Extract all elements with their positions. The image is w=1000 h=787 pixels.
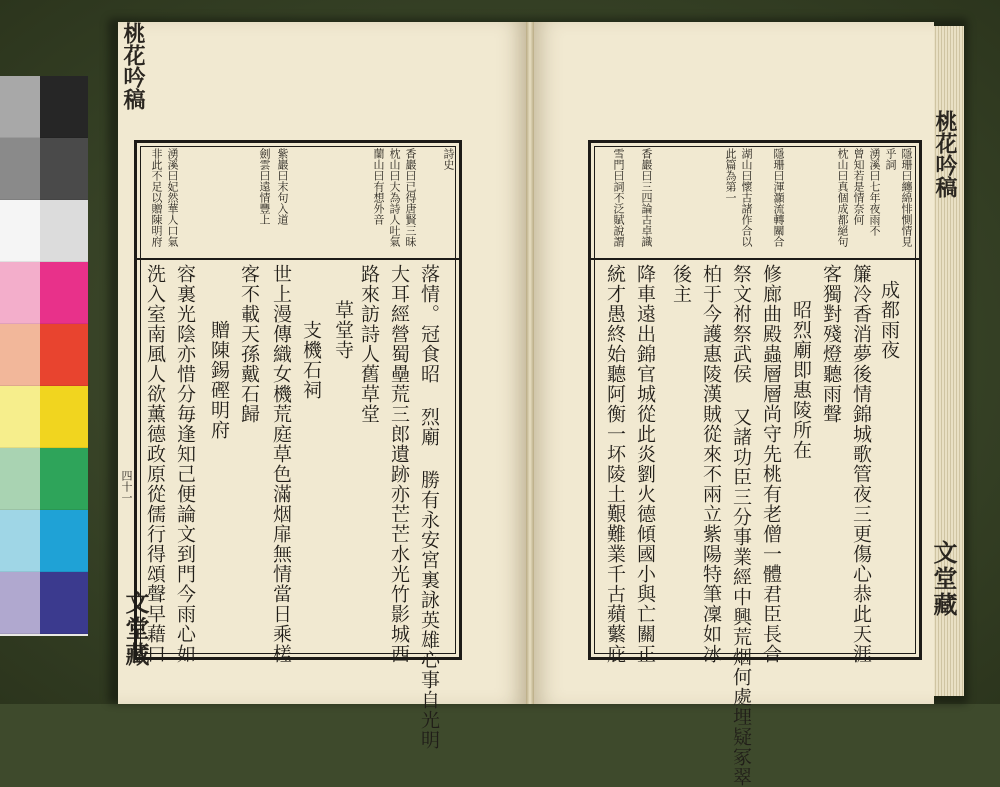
right-note: 湖山曰懷古諸作合以 — [740, 148, 753, 247]
left-column: 客不載天孫戴石歸 — [238, 264, 260, 424]
color-swatch — [40, 572, 88, 634]
color-swatch — [0, 386, 40, 448]
left-bottom-stamp: 文堂藏 — [121, 590, 150, 668]
right-note: 乎詞 — [884, 148, 897, 170]
color-swatch — [40, 386, 88, 448]
color-swatch — [0, 262, 40, 324]
right-note: 隱珊曰纏綿悱惻情見 — [900, 148, 913, 247]
right-column: 祭文祔祭武侯 又諸功臣三分事業經中興荒烟何處埋疑冢翠 — [730, 264, 752, 787]
color-calibration-card — [0, 76, 88, 636]
left-margin-title: 桃花吟稿 — [120, 22, 146, 110]
right-column-heading: 昭烈廟即惠陵所在 — [790, 300, 812, 460]
color-swatch — [0, 510, 40, 572]
right-column: 客獨對殘燈聽雨聲 — [820, 264, 842, 424]
right-column: 柏于今護惠陵漢賊從來不兩立紫陽特筆凜如冰 — [700, 264, 722, 664]
left-note: 詩史 — [442, 148, 455, 170]
left-note: 香巖曰已得唐賢三昧 — [404, 148, 417, 247]
right-column: 簾冷香消夢後情錦城歌管夜三更傷心恭此天涯 — [850, 264, 872, 664]
color-swatch — [40, 262, 88, 324]
color-swatch — [0, 572, 40, 634]
left-column: 世上漫傳織女機荒庭草色滿烟扉無情當日乘槎 — [270, 264, 292, 664]
right-note: 湧溪曰七年夜雨不 — [868, 148, 881, 236]
left-column-heading: 贈陳錫䃘明府 — [208, 320, 230, 440]
right-note: 雪門曰詞不泛賦說謂 — [612, 148, 625, 247]
right-note: 香巖曰三四論古卓識 — [640, 148, 653, 247]
right-note: 枕山曰真個成都絕句 — [836, 148, 849, 247]
right-column: 統才愚終始聽阿衡一坏陵土艱難業千古蘋蘩庇 — [604, 264, 626, 664]
color-swatch — [0, 448, 40, 510]
right-note: 曾知若是情奈何 — [852, 148, 865, 225]
left-folio: 四十一 — [120, 470, 133, 503]
left-note: 枕山曰大為詩人吐氣 — [388, 148, 401, 247]
left-column: 容裏光陰亦惜分毎逢知己便論文到門今雨心如 — [174, 264, 196, 664]
left-column: 落情。冠食昭 烈廟 勝有永安宮裏詠英雄心事自光明 — [418, 264, 440, 750]
left-note: 劍雲曰遠情豐上 — [258, 148, 271, 225]
left-note: 湧溪曰妃然華人口氣 — [166, 148, 179, 247]
color-swatch — [0, 200, 40, 262]
color-swatch — [0, 76, 40, 138]
book-gutter — [526, 22, 534, 704]
color-swatch — [40, 200, 88, 262]
color-swatch — [40, 76, 88, 138]
left-note: 非此不足以贈陳明府 — [150, 148, 163, 247]
left-column: 大耳經營蜀壘荒三郎遺跡亦芒芒水光竹影城西 — [388, 264, 410, 664]
right-column: 修廊曲殿蟲層層尚守先桃有老僧一體君臣長合 — [760, 264, 782, 664]
color-swatch — [40, 510, 88, 572]
right-column: 降車遠出錦官城從此炎劉火德傾國小與亡關正 — [634, 264, 656, 664]
right-column-heading: 後主 — [670, 264, 692, 304]
left-header-divider — [134, 258, 462, 260]
left-note: 紫巖曰末句入道 — [276, 148, 289, 225]
left-column: 洗入室南風人欲薰德政原從儒行得頌聲早藉口 — [144, 264, 166, 664]
color-swatch — [0, 138, 40, 200]
right-note: 此篇為第一 — [724, 148, 737, 203]
left-column: 路來訪詩人舊草堂 — [358, 264, 380, 424]
color-swatch — [40, 138, 88, 200]
right-column-heading: 成都雨夜 — [878, 280, 900, 360]
left-column-heading: 支機石祠 — [300, 320, 322, 400]
right-bottom-stamp: 文堂藏 — [929, 540, 958, 618]
color-swatch — [0, 324, 40, 386]
color-swatch — [40, 324, 88, 386]
right-margin-title: 桃花吟稿 — [932, 110, 958, 198]
right-note: 隱珊曰渾灝流轉關合 — [772, 148, 785, 247]
left-note: 蘭山曰有想外音 — [372, 148, 385, 225]
left-column-heading: 草堂寺 — [332, 300, 354, 360]
color-swatch — [40, 448, 88, 510]
right-header-divider — [588, 258, 922, 260]
